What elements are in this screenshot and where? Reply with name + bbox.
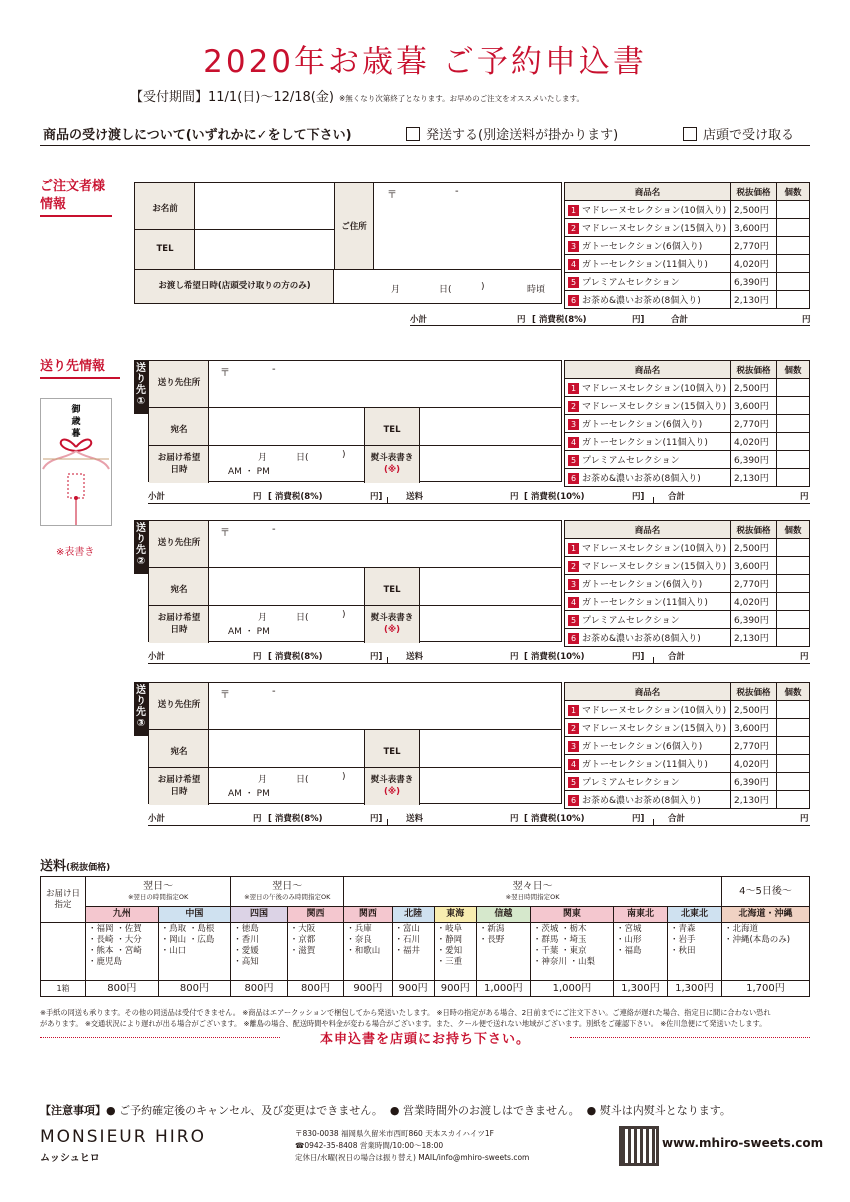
region-price: 900円 xyxy=(434,981,476,997)
region-price: 1,700円 xyxy=(721,981,809,997)
region-3: 関西 xyxy=(287,907,344,923)
reception-period: 【受付期間】11/1(日)〜12/18(金) ※無くなり次第終了となります。お早めのご注文をオススメいたします。 xyxy=(130,90,584,105)
quantity-input[interactable] xyxy=(777,791,810,809)
product-row: 6 お茶め&濃いお茶め(8個入り) 2,130円 xyxy=(565,791,810,809)
noshi-input[interactable] xyxy=(421,446,561,481)
recipient-address-input[interactable]: 〒 - xyxy=(220,686,276,701)
tel-input[interactable] xyxy=(196,230,334,269)
noshi-input[interactable] xyxy=(421,768,561,803)
recipient-tab-1: 送り先① xyxy=(134,360,148,414)
orderer-heading-underline xyxy=(40,215,112,217)
recipient-tab-3: 送り先③ xyxy=(134,682,148,736)
region-price: 800円 xyxy=(86,981,159,997)
recipient-product-table-2: 商品名 税抜価格 個数 1 マドレーヌセレクション(10個入り) 2,500円 2 マドレーヌセレクション(15個入り) 3,600円 3 ガトーセレクション(6個入り) 2,770円 4 ガトーセレクション(11個入り) 4,020円 5 プレミアムセレクション 6,390円 6 お茶め&濃いお茶め(8個入り) 2,130円 xyxy=(564,520,810,647)
quantity-input[interactable] xyxy=(777,273,810,291)
period-note: ※無くなり次第終了となります。お早めのご注文をオススメいたします。 xyxy=(338,94,584,103)
shipping-rate-table: お届け日指定 翌日〜 ※翌日の時間指定OK 翌日〜 ※翌日の午後のみ時間指定OK 翌々日〜 ※翌日時間指定OK 4〜5日後〜 九州 中国 四国 関西 関西 北陸 東海 信越 関東 南東北 北東北 北海道・沖縄 ・福岡 ・佐賀 ・長崎 ・大分 ・熊本 ・宮崎 ・鹿児島 ・鳥取 ・島根 ・岡山 ・広島 ・山口 ・徳島 ・香川 ・愛媛 ・高知 ・大阪 ・京都 ・滋賀 ・兵庫 ・奈良 ・和歌山 ・富山 ・石川 ・福井 ・岐阜 ・静岡 ・愛知 ・三重 ・新潟 ・長野 ・茨城 ・栃木 ・群馬 ・埼玉 ・千葉 ・東京 ・神奈川 ・山梨 ・宮城 ・山形 ・福島 ・青森 ・岩手 ・秋田 ・北海道 ・沖縄(本島のみ) 1箱 800円 800円 800円 800円 900円 900円 900円 1,000円 1,000円 1,300円 1,300円 1,700円 xyxy=(40,876,810,997)
store-info: 〒830-0038 福岡県久留米市西町860 天本スカイハイツ1F ☎0942-35-8408 営業時間/10:00〜18:00 定休日/水曜(祝日の場合は振り替え) MAIL/info@mhiro-sweets.com xyxy=(295,1129,530,1162)
date-spec-header: お届け日指定 xyxy=(41,877,86,923)
region-prefs: ・茨城 ・栃木 ・群馬 ・埼玉 ・千葉 ・東京 ・神奈川 ・山梨 xyxy=(530,923,613,981)
qr-code-icon[interactable] xyxy=(622,1129,656,1163)
recipient-name-input[interactable] xyxy=(210,408,364,445)
product-row: 1 マドレーヌセレクション(10個入り) 2,500円 xyxy=(565,379,810,397)
product-row: 6 お茶め&濃いお茶め(8個入り) 2,130円 xyxy=(565,629,810,647)
pickup-label: お渡し希望日時(店頭受け取りの方のみ) xyxy=(158,281,311,291)
region-price: 800円 xyxy=(158,981,231,997)
quantity-input[interactable] xyxy=(777,291,810,309)
orderer-form xyxy=(134,182,562,304)
quantity-input[interactable] xyxy=(777,255,810,273)
svg-text:暮: 暮 xyxy=(71,429,81,439)
recipient-date-input[interactable]: 月 日( ) AM ・ PM xyxy=(228,450,346,477)
region-price: 1,000円 xyxy=(530,981,613,997)
product-row: 4 ガトーセレクション(11個入り) 4,020円 xyxy=(565,255,810,273)
name-label: お名前 xyxy=(152,204,178,214)
region-2: 四国 xyxy=(231,907,287,923)
quantity-input[interactable] xyxy=(777,237,810,255)
caution-notes: 【注意事項】● ご予約確定後のキャンセル、及び変更はできません。 ● 営業時間外のお渡しはできません。 ● 熨斗は内熨斗となります。 xyxy=(40,1104,731,1117)
recipient-date-input[interactable]: 月 日( ) AM ・ PM xyxy=(228,610,346,637)
product-row: 4 ガトーセレクション(11個入り) 4,020円 xyxy=(565,433,810,451)
shipping-heading: 送料(税抜価格) xyxy=(40,859,111,874)
quantity-input[interactable] xyxy=(777,773,810,791)
region-price: 1,300円 xyxy=(667,981,721,997)
svg-text:御: 御 xyxy=(71,405,81,415)
pickup-datetime-input[interactable]: 月 日( ) 時頃 xyxy=(391,282,546,295)
recipient-date-input[interactable]: 月 日( ) AM ・ PM xyxy=(228,772,346,799)
product-row: 5 プレミアムセレクション 6,390円 xyxy=(565,773,810,791)
recipient-name-input[interactable] xyxy=(210,730,364,767)
group-next-day-pm: 翌日〜 ※翌日の午後のみ時間指定OK xyxy=(231,877,344,907)
name-input[interactable] xyxy=(196,183,334,229)
region-prefs: ・徳島 ・香川 ・愛媛 ・高知 xyxy=(231,923,287,981)
quantity-input[interactable] xyxy=(777,379,810,397)
region-prefs: ・大阪 ・京都 ・滋賀 xyxy=(287,923,344,981)
region-price: 1,300円 xyxy=(613,981,667,997)
quantity-input[interactable] xyxy=(777,539,810,557)
orderer-product-table: 商品名 税抜価格 個数 1 マドレーヌセレクション(10個入り) 2,500円 2 マドレーヌセレクション(15個入り) 3,600円 3 ガトーセレクション(6個入り) 2,770円 4 ガトーセレクション(11個入り) 4,020円 5 プレミアムセレクション 6,390円 6 お茶め&濃いお茶め(8個入り) 2,130円 xyxy=(564,182,810,309)
region-7: 信越 xyxy=(476,907,530,923)
noshi-label: ※表書き xyxy=(56,547,95,558)
region-1: 中国 xyxy=(158,907,231,923)
product-row: 5 プレミアムセレクション 6,390円 xyxy=(565,451,810,469)
product-row: 2 マドレーヌセレクション(15個入り) 3,600円 xyxy=(565,719,810,737)
group-next-day: 翌日〜 ※翌日の時間指定OK xyxy=(86,877,231,907)
product-row: 2 マドレーヌセレクション(15個入り) 3,600円 xyxy=(565,219,810,237)
quantity-input[interactable] xyxy=(777,397,810,415)
product-row: 1 マドレーヌセレクション(10個入り) 2,500円 xyxy=(565,201,810,219)
region-prefs: ・北海道 ・沖縄(本島のみ) xyxy=(721,923,809,981)
quantity-input[interactable] xyxy=(777,755,810,773)
address-label: ご住所 xyxy=(341,222,367,232)
product-row: 1 マドレーヌセレクション(10個入り) 2,500円 xyxy=(565,539,810,557)
region-price: 800円 xyxy=(287,981,344,997)
product-row: 4 ガトーセレクション(11個入り) 4,020円 xyxy=(565,593,810,611)
quantity-input[interactable] xyxy=(777,451,810,469)
product-row: 1 マドレーヌセレクション(10個入り) 2,500円 xyxy=(565,701,810,719)
region-0: 九州 xyxy=(86,907,159,923)
recipient-heading: 送り先情報 xyxy=(40,359,106,374)
quantity-input[interactable] xyxy=(777,201,810,219)
quantity-input[interactable] xyxy=(777,611,810,629)
recipient-form-2: 送り先住所 〒 - 宛名 TEL お届け希望日時 月 日( ) AM ・ PM 熨斗表書き (※) xyxy=(148,520,562,642)
region-price: 900円 xyxy=(344,981,392,997)
recipient-form-3: 送り先住所 〒 - 宛名 TEL お届け希望日時 月 日( ) AM ・ PM 熨斗表書き (※) xyxy=(148,682,562,804)
region-price: 1,000円 xyxy=(476,981,530,997)
delivery-question: 商品の受け渡しについて(いずれかに✓をして下さい) xyxy=(43,128,352,143)
noshi-ribbon-icon xyxy=(41,399,111,525)
quantity-input[interactable] xyxy=(777,629,810,647)
divider xyxy=(40,145,810,146)
quantity-input[interactable] xyxy=(777,575,810,593)
recipient-tel-input[interactable] xyxy=(421,568,561,605)
shipping-note-1: ※手紙の同送も承ります。その他の同送品は受付できません。 ※商品はエアークッションで梱包してから発送いたします。 ※日時の指定がある場合、2日前までにご注文下さい。ご連絡が遅れた場合、指定日に間に合わない恐れ xyxy=(40,1008,771,1017)
recipient-name-input[interactable] xyxy=(210,568,364,605)
group-four-days: 4〜5日後〜 xyxy=(721,877,809,907)
recipient-product-table-1: 商品名 税抜価格 個数 1 マドレーヌセレクション(10個入り) 2,500円 2 マドレーヌセレクション(15個入り) 3,600円 3 ガトーセレクション(6個入り) 2,770円 4 ガトーセレクション(11個入り) 4,020円 5 プレミアムセレクション 6,390円 6 お茶め&濃いお茶め(8個入り) 2,130円 xyxy=(564,360,810,487)
region-6: 東海 xyxy=(434,907,476,923)
page-title: 2020年お歳暮 ご予約申込書 xyxy=(203,44,647,80)
region-prefs: ・岐阜 ・静岡 ・愛知 ・三重 xyxy=(434,923,476,981)
quantity-input[interactable] xyxy=(777,469,810,487)
product-row: 3 ガトーセレクション(6個入り) 2,770円 xyxy=(565,737,810,755)
quantity-input[interactable] xyxy=(777,593,810,611)
option-shipping[interactable]: 発送する(別途送料が掛かります) xyxy=(406,124,618,143)
brand-logo: MONSIEUR HIRO xyxy=(40,1127,206,1147)
region-prefs: ・富山 ・石川 ・福井 xyxy=(392,923,434,981)
orderer-heading: ご注文者様 情報 xyxy=(40,179,106,212)
recipient-address-input[interactable]: 〒 - xyxy=(220,364,276,379)
recipient-tel-input[interactable] xyxy=(421,730,561,767)
quantity-input[interactable] xyxy=(777,719,810,737)
product-row: 6 お茶め&濃いお茶め(8個入り) 2,130円 xyxy=(565,469,810,487)
region-11: 北海道・沖縄 xyxy=(721,907,809,923)
region-price: 800円 xyxy=(231,981,287,997)
region-prefs: ・兵庫 ・奈良 ・和歌山 xyxy=(344,923,392,981)
region-5: 北陸 xyxy=(392,907,434,923)
product-row: 5 プレミアムセレクション 6,390円 xyxy=(565,273,810,291)
quantity-input[interactable] xyxy=(777,415,810,433)
tel-label: TEL xyxy=(156,244,174,254)
website-link[interactable]: www.mhiro-sweets.com xyxy=(662,1136,824,1150)
svg-text:歳: 歳 xyxy=(71,417,81,427)
quantity-input[interactable] xyxy=(777,557,810,575)
product-row: 6 お茶め&濃いお茶め(8個入り) 2,130円 xyxy=(565,291,810,309)
product-row: 2 マドレーヌセレクション(15個入り) 3,600円 xyxy=(565,557,810,575)
quantity-input[interactable] xyxy=(777,433,810,451)
noshi-input[interactable] xyxy=(421,606,561,641)
region-prefs: ・青森 ・岩手 ・秋田 xyxy=(667,923,721,981)
product-row: 4 ガトーセレクション(11個入り) 4,020円 xyxy=(565,755,810,773)
quantity-input[interactable] xyxy=(777,701,810,719)
address-input[interactable]: 〒 - xyxy=(387,186,459,201)
recipient-form-1: 送り先住所 〒 - 宛名 TEL お届け希望日時 月 日( ) AM ・ PM 熨斗表書き (※) xyxy=(148,360,562,482)
option-pickup[interactable]: 店頭で受け取る xyxy=(683,124,794,143)
quantity-input[interactable] xyxy=(777,219,810,237)
region-prefs: ・新潟 ・長野 xyxy=(476,923,530,981)
product-row: 5 プレミアムセレクション 6,390円 xyxy=(565,611,810,629)
noshi-sample-image xyxy=(40,398,112,526)
recipient-tab-2: 送り先② xyxy=(134,520,148,574)
shipping-checkbox[interactable] xyxy=(406,127,420,141)
recipient-tel-input[interactable] xyxy=(421,408,561,445)
region-prefs: ・宮城 ・山形 ・福島 xyxy=(613,923,667,981)
quantity-input[interactable] xyxy=(777,737,810,755)
product-row: 3 ガトーセレクション(6個入り) 2,770円 xyxy=(565,415,810,433)
region-10: 北東北 xyxy=(667,907,721,923)
product-row: 2 マドレーヌセレクション(15個入り) 3,600円 xyxy=(565,397,810,415)
region-4: 関西 xyxy=(344,907,392,923)
product-row: 3 ガトーセレクション(6個入り) 2,770円 xyxy=(565,575,810,593)
region-prefs: ・福岡 ・佐賀 ・長崎 ・大分 ・熊本 ・宮崎 ・鹿児島 xyxy=(86,923,159,981)
group-two-days: 翌々日〜 ※翌日時間指定OK xyxy=(344,877,722,907)
recipient-heading-underline xyxy=(40,377,120,379)
region-9: 南東北 xyxy=(613,907,667,923)
product-row: 3 ガトーセレクション(6個入り) 2,770円 xyxy=(565,237,810,255)
region-price: 900円 xyxy=(392,981,434,997)
shipping-note-2: があります。 ※交通状況により遅れが出る場合がございます。 ※離島の場合、配送時間や料金が変わる場合がございます。また、クール便で送れない地域がございます。別紙をご確認下さい。 ※佐川急便にて発送いたします。 xyxy=(40,1019,767,1028)
bring-to-store-notice: 本申込書を店頭にお持ち下さい。 xyxy=(319,1032,530,1047)
region-prefs: ・鳥取 ・島根 ・岡山 ・広島 ・山口 xyxy=(158,923,231,981)
recipient-product-table-3: 商品名 税抜価格 個数 1 マドレーヌセレクション(10個入り) 2,500円 2 マドレーヌセレクション(15個入り) 3,600円 3 ガトーセレクション(6個入り) 2,770円 4 ガトーセレクション(11個入り) 4,020円 5 プレミアムセレクション 6,390円 6 お茶め&濃いお茶め(8個入り) 2,130円 xyxy=(564,682,810,809)
region-8: 関東 xyxy=(530,907,613,923)
recipient-address-input[interactable]: 〒 - xyxy=(220,524,276,539)
brand-kana: ムッシュヒロ xyxy=(40,1153,100,1164)
pickup-checkbox[interactable] xyxy=(683,127,697,141)
